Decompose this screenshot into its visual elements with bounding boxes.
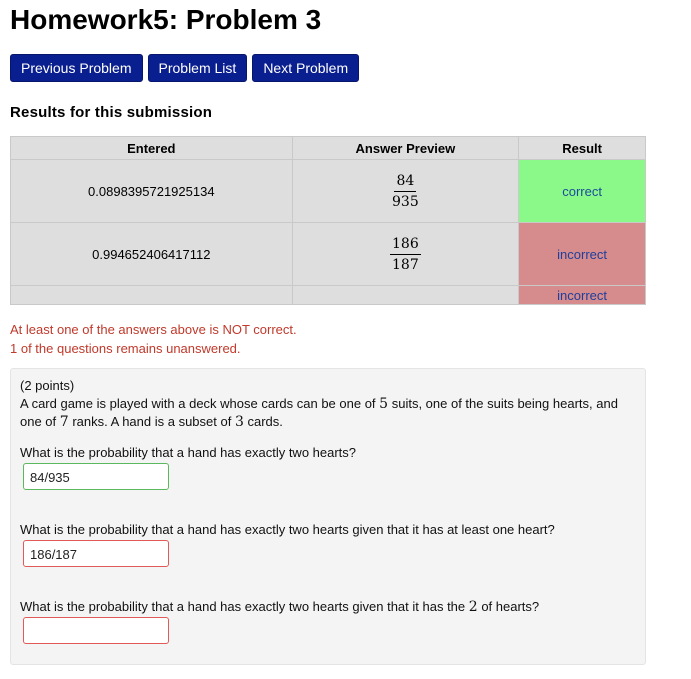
question-1: What is the probability that a hand has exactly two hearts? bbox=[20, 445, 357, 460]
results-header-row bbox=[11, 137, 646, 160]
answer-preview bbox=[292, 286, 519, 305]
question-3-text: What is the probability that a hand has exactly two hearts given that it has the bbox=[20, 599, 466, 614]
table-row bbox=[11, 223, 646, 286]
answer-preview bbox=[292, 223, 519, 286]
card-rank: 2 bbox=[468, 599, 478, 615]
hand-size: 3 bbox=[234, 414, 244, 430]
ranks-count: 7 bbox=[59, 414, 69, 430]
statement-text: ranks. A hand is a subset of bbox=[72, 414, 232, 429]
result-status: incorrect bbox=[519, 286, 646, 305]
suits-count: 5 bbox=[379, 396, 389, 412]
statement-text: A card game is played with a deck whose cards can be one of bbox=[20, 396, 376, 411]
column-result: Result bbox=[519, 137, 646, 160]
entered-value: 0.0898395721925134 bbox=[11, 160, 293, 223]
statement-text: suits, one of the suits being hearts, and bbox=[391, 396, 618, 411]
fraction-denominator: 187 bbox=[392, 256, 419, 273]
fraction-numerator: 186 bbox=[390, 236, 421, 255]
problem-statement bbox=[20, 395, 636, 431]
page-title: Homework5: Problem 3 bbox=[10, 4, 322, 35]
table-row bbox=[11, 286, 646, 305]
results-heading: Results for this submission bbox=[10, 104, 213, 121]
fraction-preview bbox=[390, 236, 421, 273]
fraction-preview bbox=[390, 173, 421, 210]
column-answer-preview: Answer Preview bbox=[292, 137, 519, 160]
result-status: correct bbox=[519, 160, 646, 223]
entered-value: 0.994652406417112 bbox=[11, 223, 293, 286]
question-3-text: of hearts? bbox=[481, 599, 540, 614]
result-status: incorrect bbox=[519, 223, 646, 286]
question-3 bbox=[20, 598, 539, 616]
previous-problem-button[interactable]: Previous Problem bbox=[10, 54, 143, 82]
table-row bbox=[11, 160, 646, 223]
next-problem-button[interactable]: Next Problem bbox=[252, 54, 359, 82]
answer-3-input[interactable] bbox=[23, 617, 169, 644]
results-table bbox=[10, 136, 646, 305]
statement-text: one of bbox=[20, 414, 57, 429]
fraction-denominator: 935 bbox=[392, 193, 419, 210]
answer-1-input[interactable]: 84/935 bbox=[23, 463, 169, 490]
statement-text: cards. bbox=[247, 414, 283, 429]
problem-list-button[interactable]: Problem List bbox=[148, 54, 248, 82]
problem-body bbox=[10, 368, 646, 665]
problem-navigation bbox=[10, 54, 359, 82]
unanswered-message: 1 of the questions remains unanswered. bbox=[10, 341, 241, 356]
answer-2-input[interactable]: 186/187 bbox=[23, 540, 169, 567]
column-entered: Entered bbox=[11, 137, 293, 160]
not-correct-message: At least one of the answers above is NOT correct. bbox=[10, 322, 297, 337]
question-2: What is the probability that a hand has exactly two hearts given that it has at least one heart? bbox=[20, 522, 555, 537]
problem-points: (2 points) bbox=[20, 378, 75, 393]
answer-preview bbox=[292, 160, 519, 223]
entered-value bbox=[11, 286, 293, 305]
fraction-numerator: 84 bbox=[394, 173, 416, 192]
